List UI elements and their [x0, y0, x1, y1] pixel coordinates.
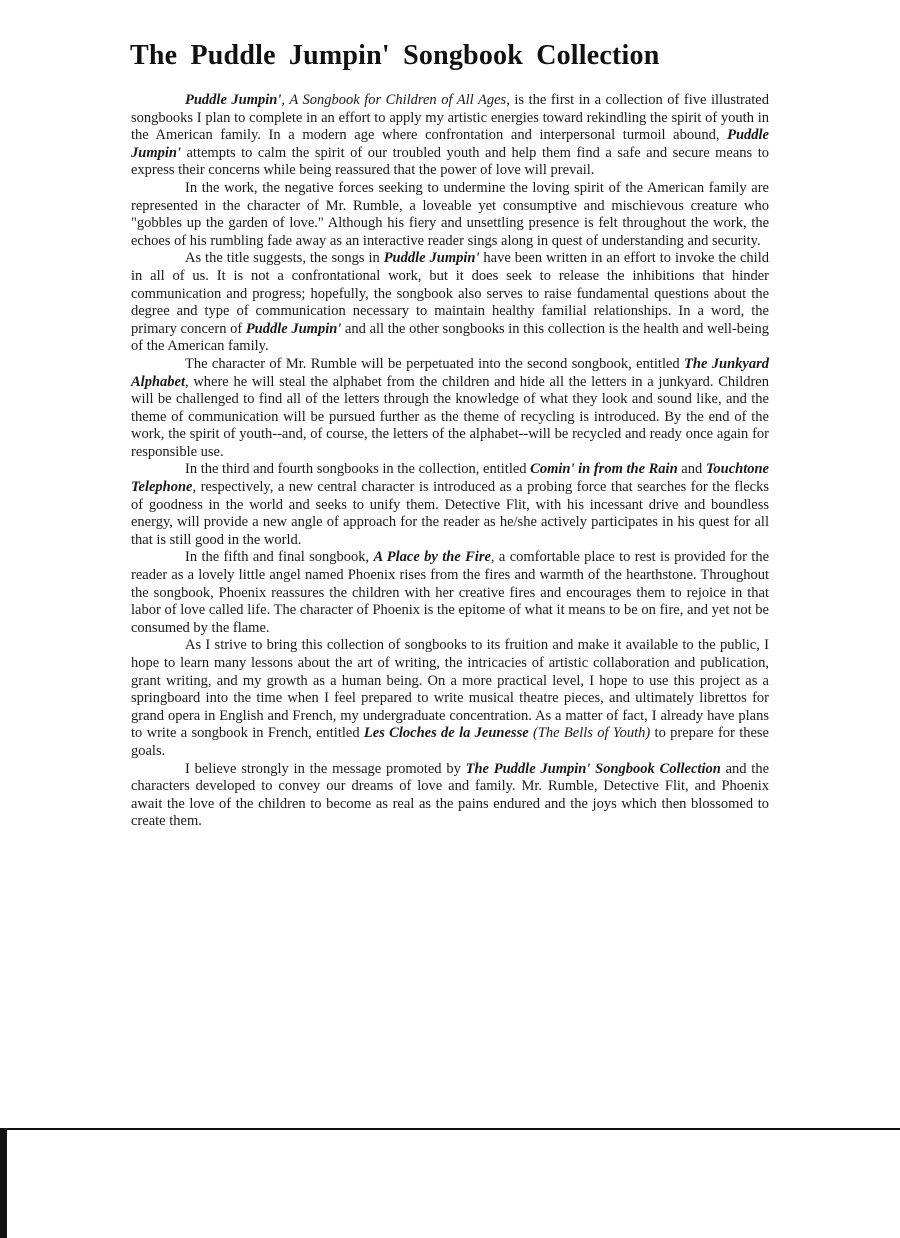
book-subtitle: , A Songbook for Children of All Ages — [281, 92, 507, 108]
book-title-translation: (The Bells of Youth) — [533, 725, 651, 742]
paragraph-3 — [131, 250, 769, 356]
text-run: attempts to calm the spirit of our troubled youth and help them find a safe and secure means to express their concerns while being reassured that the power of love will prevail. — [131, 144, 769, 179]
text-run: In the third and fourth songbooks in the collection, entitled — [185, 461, 531, 478]
text-run: , respectively, a new central character is introduced as a probing force that searches for the flecks of goodness in the world and seeks to unify them. Detective Flit, with his incessant drive and boundless energy, will provide a new angle of approach for the reader as he/she actively participates in his quest for all that is still good in the world. — [131, 479, 769, 548]
text-run: As I strive to bring this collection of songbooks to its fruition and make it available to the public, I hope to learn many lessons about the art of writing, the intricacies of artistic collaboration and publication, grant writing, and my growth as a human being. On a more practical level, I hope to use this project as a springboard into the time when I feel prepared to write musical theatre pieces, and ultimately librettos for grand opera in English and French, my undergraduate concentration. As a matter of fact, I already have plans to write a songbook in French, entitled — [131, 637, 769, 742]
book-title: Puddle Jumpin' — [383, 250, 480, 267]
text-run: , where he will steal the alphabet from the children and hide all the letters in a junkyard. Children will be challenged to find all of the letters through the knowledge of what they look and sound like, and the theme of communication will be pursued further as the theme of recycling is introduced. By the end of the work, the spirit of youth--and, of course, the letters of the alphabet--will be recycled and ready once again for responsible use. — [131, 373, 769, 460]
paragraph-8 — [131, 761, 769, 831]
book-title: The Junkyard Alphabet — [131, 355, 769, 390]
text-run: As the title suggests, the songs in — [185, 250, 384, 267]
paragraph-2 — [131, 180, 769, 250]
scan-edge-bar — [0, 1128, 7, 1238]
paragraph-4 — [131, 356, 769, 462]
scan-edge-rule — [0, 1128, 900, 1130]
book-title: Puddle Jumpin' — [131, 127, 769, 161]
book-title: Touchtone Telephone — [131, 461, 769, 496]
text-run: I believe strongly in the message promoted by — [185, 760, 466, 777]
book-title: The Puddle Jumpin' Songbook Collection — [465, 760, 721, 777]
book-title: A Place by the Fire — [373, 549, 491, 566]
text-run: have been written in an effort to invoke the child in all of us. It is not a confrontational work, but it does seek to release the inhibitions that hinder communication and progress; hopefully, the songbook also serves to raise fundamental questions about the degree and type of communication necessary to maintain healthy familial relationships. In a word, the primary concern of — [131, 250, 769, 337]
paragraph-1 — [131, 92, 769, 180]
paragraph-7 — [131, 637, 769, 760]
text-run: In the work, the negative forces seeking to undermine the loving spirit of the American family are represented in the character of Mr. Rumble, a loveable yet consumptive and mischievous creature who "gobbles up the garden of love." Although his fiery and unsettling presence is felt throughout the work, the echoes of his rumbling fade away as an interactive reader sings along in quest of understanding and security. — [131, 179, 769, 249]
text-run: The character of Mr. Rumble will be perpetuated into the second songbook, entitled — [185, 355, 685, 372]
text-run: and — [677, 461, 706, 478]
page-title: The Puddle Jumpin' Songbook Collection — [130, 40, 660, 71]
text-run: In the fifth and final songbook, — [185, 549, 374, 566]
book-title: Les Cloches de la Jeunesse — [363, 725, 529, 742]
book-title: Puddle Jumpin' — [185, 92, 282, 108]
text-run: and the characters developed to convey our dreams of love and family. Mr. Rumble, Detective Flit, and Phoenix await the love of the children to become as real as the pains endured and the joys which then blossomed to create them. — [131, 760, 769, 830]
text-run: and all the other songbooks in this collection is the health and well-being of the American family. — [131, 320, 769, 355]
essay-body — [131, 92, 769, 831]
text-run: , is the first in a collection of five illustrated songbooks I plan to complete in an effort to apply my artistic energies toward rekindling the spirit of youth in the American family. In a modern age where confrontation and interpersonal turmoil abound, — [131, 92, 769, 144]
book-title: Comin' in from the Rain — [530, 461, 678, 478]
text-run: to prepare for these goals. — [131, 725, 769, 759]
paragraph-5 — [131, 461, 769, 549]
text-run: , a comfortable place to rest is provided for the reader as a lovely little angel named Phoenix rises from the fires and warmth of the hearthstone. Throughout the songbook, Phoenix reassures the children with her creative fires and encourages them to rejoice in that labor of love called life. The character of Phoenix is the epitome of what it means to be on fire, and yet not be consumed by the flame. — [131, 549, 770, 636]
paragraph-6 — [131, 549, 769, 637]
book-title: Puddle Jumpin' — [245, 320, 342, 337]
